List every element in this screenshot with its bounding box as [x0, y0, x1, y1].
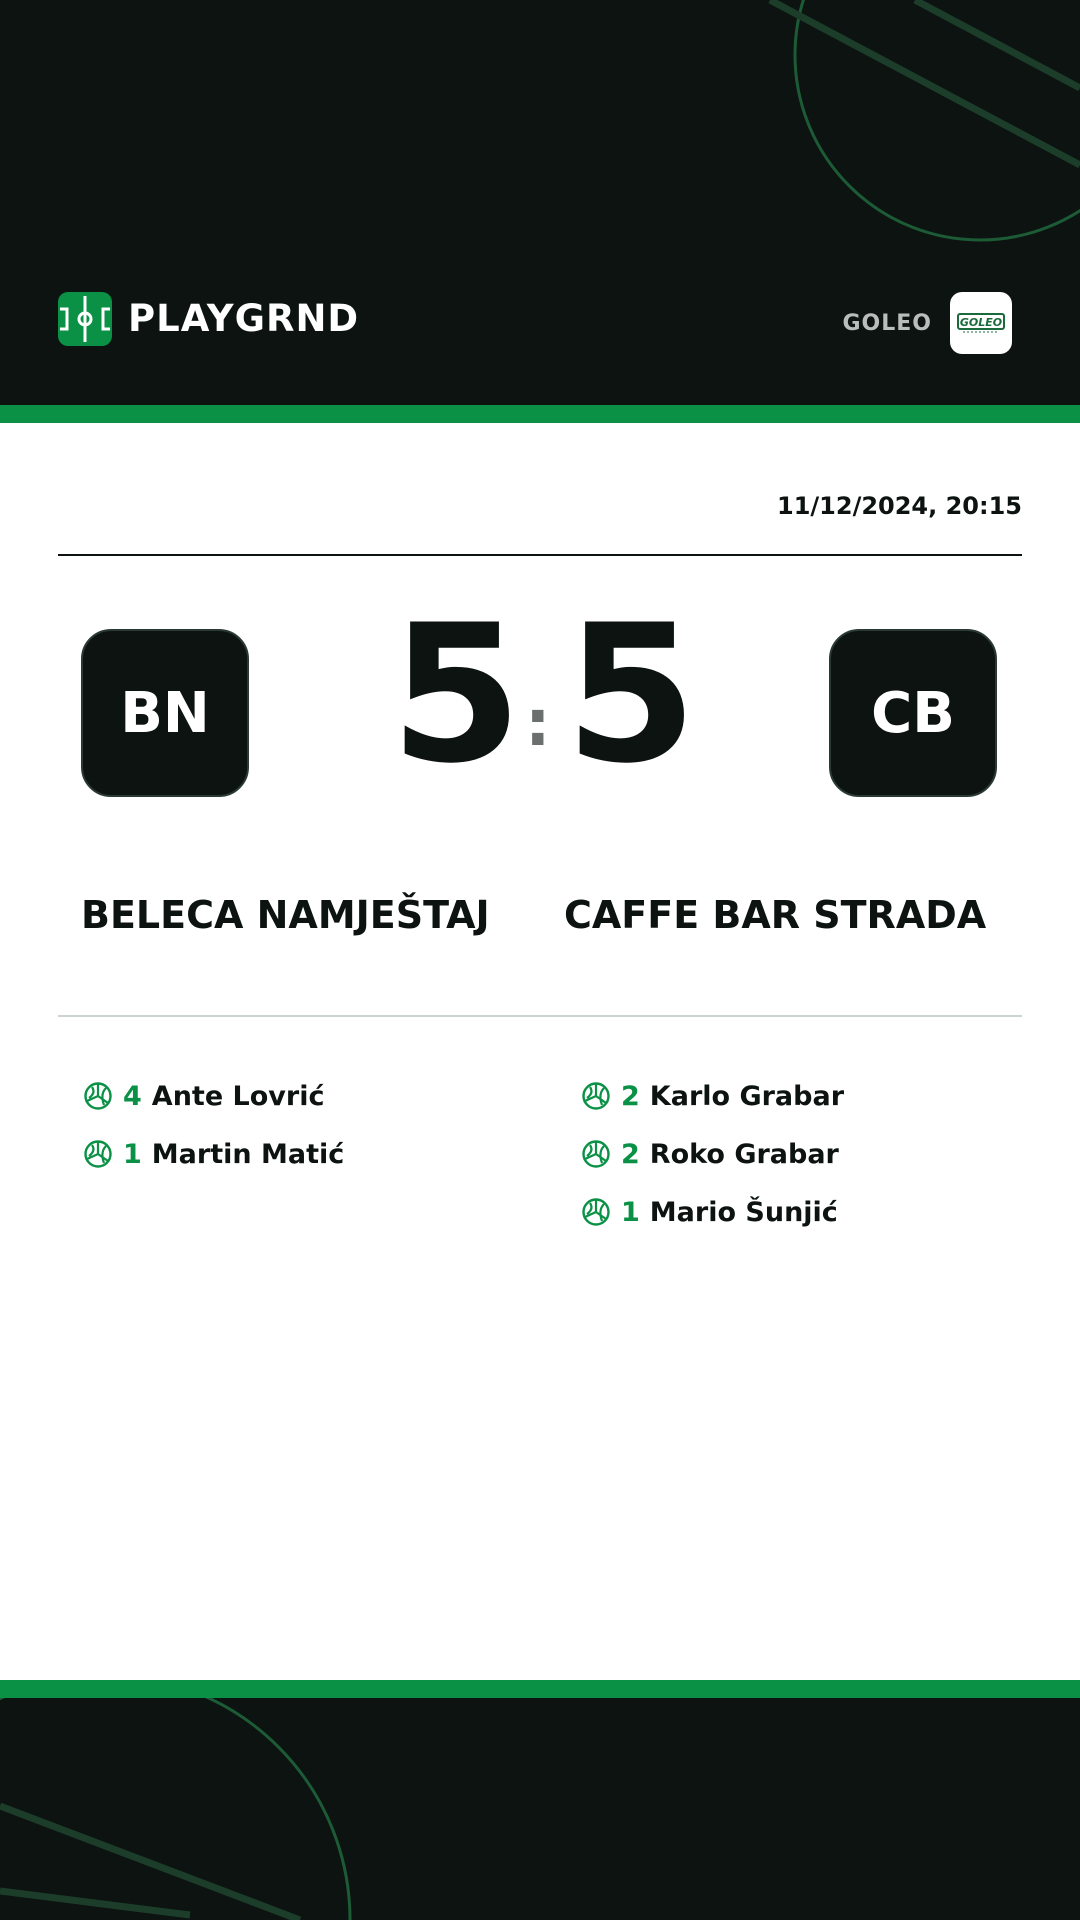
- football-icon: [83, 1081, 113, 1111]
- scorer-row: [83, 1125, 344, 1183]
- football-icon: [83, 1139, 113, 1169]
- home-score: 5: [390, 584, 523, 805]
- scorer-name: Mario Šunjić: [649, 1196, 838, 1228]
- football-icon: [581, 1081, 611, 1111]
- brand-name: PLAYGRND: [128, 297, 360, 340]
- home-scorers-list: [83, 1067, 344, 1183]
- scorer-goals: 1: [621, 1196, 640, 1228]
- partner-logo: [950, 292, 1012, 354]
- football-icon: [581, 1139, 611, 1169]
- scorer-goals: 2: [621, 1138, 640, 1170]
- score-separator: :: [525, 687, 551, 761]
- scorer-name: Ante Lovrić: [151, 1080, 325, 1112]
- goleo-logo-icon: [957, 311, 1005, 335]
- scorer-goals: 1: [123, 1138, 142, 1170]
- scorer-row: [581, 1183, 844, 1241]
- divider: [58, 1015, 1022, 1017]
- scorer-goals: 2: [621, 1080, 640, 1112]
- divider: [58, 554, 1022, 556]
- footer-accent-stripe: [0, 1680, 1080, 1698]
- header-band: [0, 0, 1080, 405]
- pitch-lines-decoration: [0, 1698, 1080, 1920]
- scorer-name: Martin Matić: [151, 1138, 345, 1170]
- scorer-name: Karlo Grabar: [649, 1080, 845, 1112]
- scorer-row: [83, 1067, 344, 1125]
- home-team-badge: BN: [81, 629, 249, 797]
- away-team-badge: CB: [829, 629, 997, 797]
- scorer-name: Roko Grabar: [649, 1138, 839, 1170]
- scorer-goals: 4: [123, 1080, 142, 1112]
- partner-name: GOLEO: [842, 310, 932, 336]
- scorer-row: [581, 1067, 844, 1125]
- header-accent-stripe: [0, 405, 1080, 423]
- footer-band: [0, 1698, 1080, 1920]
- football-icon: [581, 1197, 611, 1227]
- scorer-row: [581, 1125, 844, 1183]
- match-datetime: 11/12/2024, 20:15: [777, 492, 1022, 520]
- away-scorers-list: [581, 1067, 844, 1241]
- partner: [842, 292, 1012, 354]
- football-pitch-icon: [58, 292, 112, 346]
- home-team-name: BELECA NAMJEŠTAJ: [81, 893, 490, 937]
- brand: [58, 291, 359, 346]
- away-score: 5: [565, 584, 698, 805]
- svg-text:GOLEO: GOLEO: [959, 316, 1003, 329]
- away-team-name: CAFFE BAR STRADA: [564, 893, 987, 937]
